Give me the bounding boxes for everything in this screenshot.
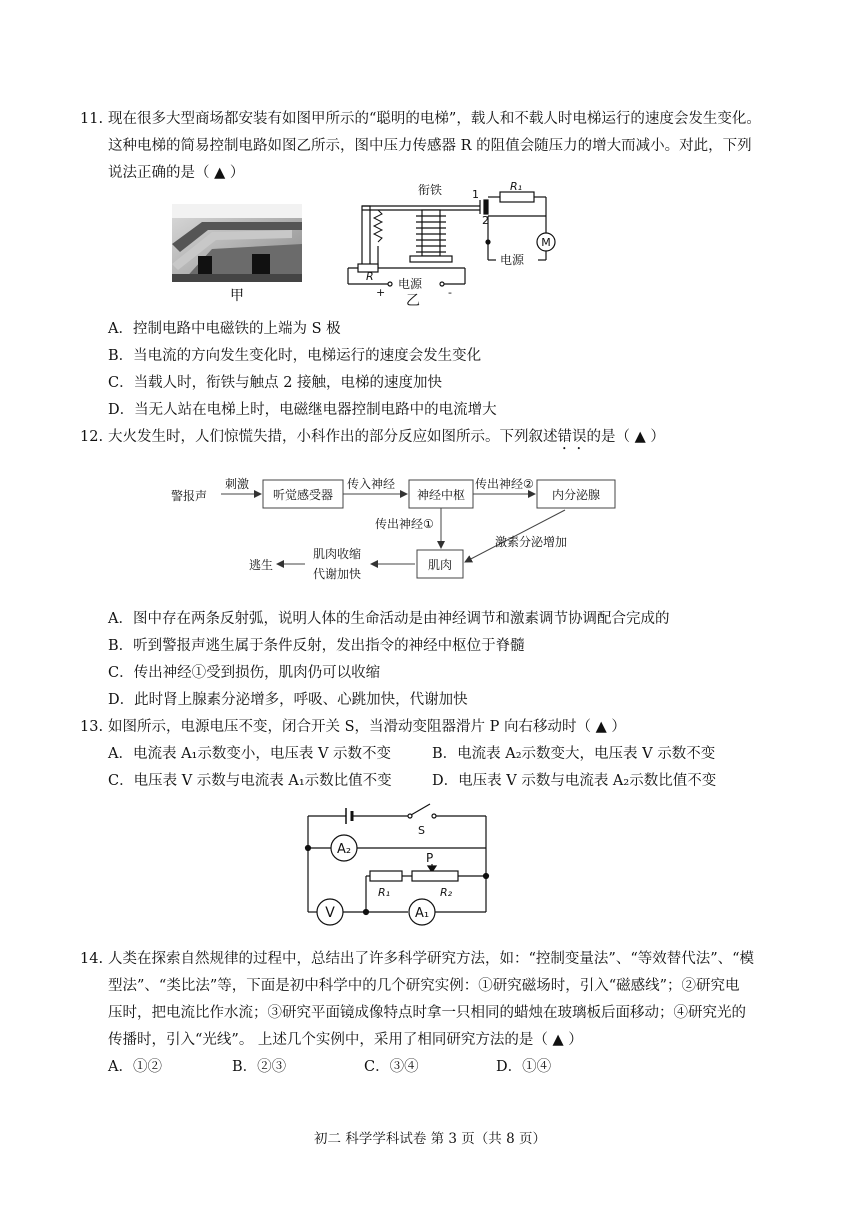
question-stem-line: 传播时，引入“光线”。 上述几个实例中，采用了相同研究方法的是（ ▲ ） [108, 1032, 583, 1048]
question-stem: 大火发生时，人们惊慌失措，小科作出的部分反应如图所示。下列叙述 [108, 429, 558, 445]
ammeter-a2-label: A₂ [336, 842, 352, 857]
question-number: 11. [80, 111, 104, 127]
motor-label: M [541, 236, 551, 249]
question-stem-line: 这种电梯的简易控制电路如图乙所示，图中压力传感器 R 的阻值会随压力的增大而减小。对此，下列 [108, 138, 752, 154]
option-b: B．②③ [232, 1059, 287, 1075]
switch-label: S [418, 824, 425, 837]
r1-label: R₁ [378, 886, 391, 899]
question-number: 12. [80, 429, 104, 445]
question-number: 14. [80, 951, 104, 967]
question-stem: 的是（ ▲ ） [586, 429, 665, 445]
option-b: B．电流表 A₂示数变大，电压表 V 示数不变 [432, 746, 716, 762]
option-b: B．听到警报声逃生属于条件反射，发出指令的神经中枢位于脊髓 [108, 638, 525, 654]
figure-jia-escalator-photo [172, 204, 302, 308]
escape-label: 逃生 [249, 558, 274, 572]
option-a: A．电流表 A₁示数变小，电压表 V 示数不变 [108, 746, 392, 762]
stimulus-label: 刺激 [225, 477, 250, 491]
muscle-box: 肌肉 [427, 558, 453, 572]
receptor-box: 听觉感受器 [272, 488, 334, 502]
slider-p-label: P [426, 851, 434, 865]
ammeter-a1-label: A₁ [414, 906, 430, 921]
power-source-label: 电源 [398, 277, 423, 291]
figure-yi-control-circuit [340, 180, 570, 312]
figure-label: 乙 [406, 293, 420, 308]
muscle-effect-label: 代谢加快 [313, 567, 362, 581]
power-source-label: 电源 [500, 253, 525, 267]
question-11 [80, 106, 800, 187]
efferent-nerve-2-label: 传出神经② [475, 477, 534, 491]
page-footer: 初二 科学学科试卷 第 3 页（共 8 页） [314, 1131, 546, 1147]
option-d: D．当无人站在电梯上时，电磁继电器控制电路中的电流增大 [108, 402, 497, 418]
muscle-effect-label: 肌肉收缩 [313, 547, 362, 561]
question-13 [80, 714, 800, 741]
contact-2-label: 2 [482, 214, 489, 227]
efferent-nerve-1-label: 传出神经① [375, 517, 434, 531]
question-stem-line: 说法正确的是（ ▲ ） [108, 165, 245, 181]
r1-label: R₁ [510, 180, 523, 193]
option-d: D．此时肾上腺素分泌增多，呼吸、心跳加快，代谢加快 [108, 692, 468, 708]
hormone-label: 激素分泌增加 [495, 535, 568, 549]
emphasized-word: 错误 [557, 429, 587, 445]
option-a: A．①② [108, 1059, 162, 1075]
option-b: B．当电流的方向发生变化时，电梯运行的速度会发生变化 [108, 348, 482, 364]
question-stem-line: 人类在探索自然规律的过程中，总结出了许多科学研究方法，如：“控制变量法”、“等效替代法”、“模 [108, 951, 755, 967]
plus-label: + [376, 286, 386, 299]
option-c: C．电压表 V 示数与电流表 A₁示数比值不变 [108, 773, 392, 789]
question-stem-line: 现在很多大型商场都安装有如图甲所示的“聪明的电梯”，载人和不载人时电梯运行的速度会发生变化。 [108, 111, 761, 127]
option-d: D．①④ [496, 1059, 552, 1075]
question-number: 13. [80, 719, 104, 735]
option-c: C．当载人时，衔铁与触点 2 接触，电梯的速度加快 [108, 375, 443, 391]
option-a: A．控制电路中电磁铁的上端为 S 极 [108, 321, 341, 337]
question-12 [80, 424, 800, 453]
option-c: C．③④ [364, 1059, 419, 1075]
question-stem-line: 型法”、“类比法”等，下面是初中科学中的几个研究实例：①研究磁场时，引入“磁感线”；②研究电 [108, 978, 740, 994]
endocrine-gland-box: 内分泌腺 [551, 488, 601, 502]
contact-1-label: 1 [472, 188, 479, 201]
afferent-nerve-label: 传入神经 [347, 477, 396, 491]
alarm-label: 警报声 [171, 489, 208, 503]
r2-label: R₂ [440, 886, 453, 899]
option-a: A．图中存在两条反射弧，说明人体的生命活动是由神经调节和激素调节协调配合完成的 [108, 611, 670, 627]
question-14 [80, 946, 800, 1054]
figure-label: 甲 [230, 288, 244, 304]
figure-q13-circuit [300, 800, 500, 934]
option-c: C．传出神经①受到损伤，肌肉仍可以收缩 [108, 665, 381, 681]
reflex-flow-diagram [165, 468, 635, 592]
minus-label: - [448, 286, 452, 299]
question-stem: 如图所示，电源电压不变，闭合开关 S，当滑动变阻器滑片 P 向右移动时（ ▲ ） [108, 719, 626, 735]
option-d: D．电压表 V 示数与电流表 A₂示数比值不变 [432, 773, 717, 789]
nerve-center-box: 神经中枢 [416, 488, 466, 502]
question-stem-line: 压时，把电流比作水流；③研究平面镜成像特点时拿一只相同的蜡烛在玻璃板后面移动；④研究光的 [108, 1005, 746, 1021]
voltmeter-v-label: V [325, 905, 335, 921]
armature-label: 衔铁 [418, 183, 443, 197]
sensor-label: R [366, 270, 374, 283]
